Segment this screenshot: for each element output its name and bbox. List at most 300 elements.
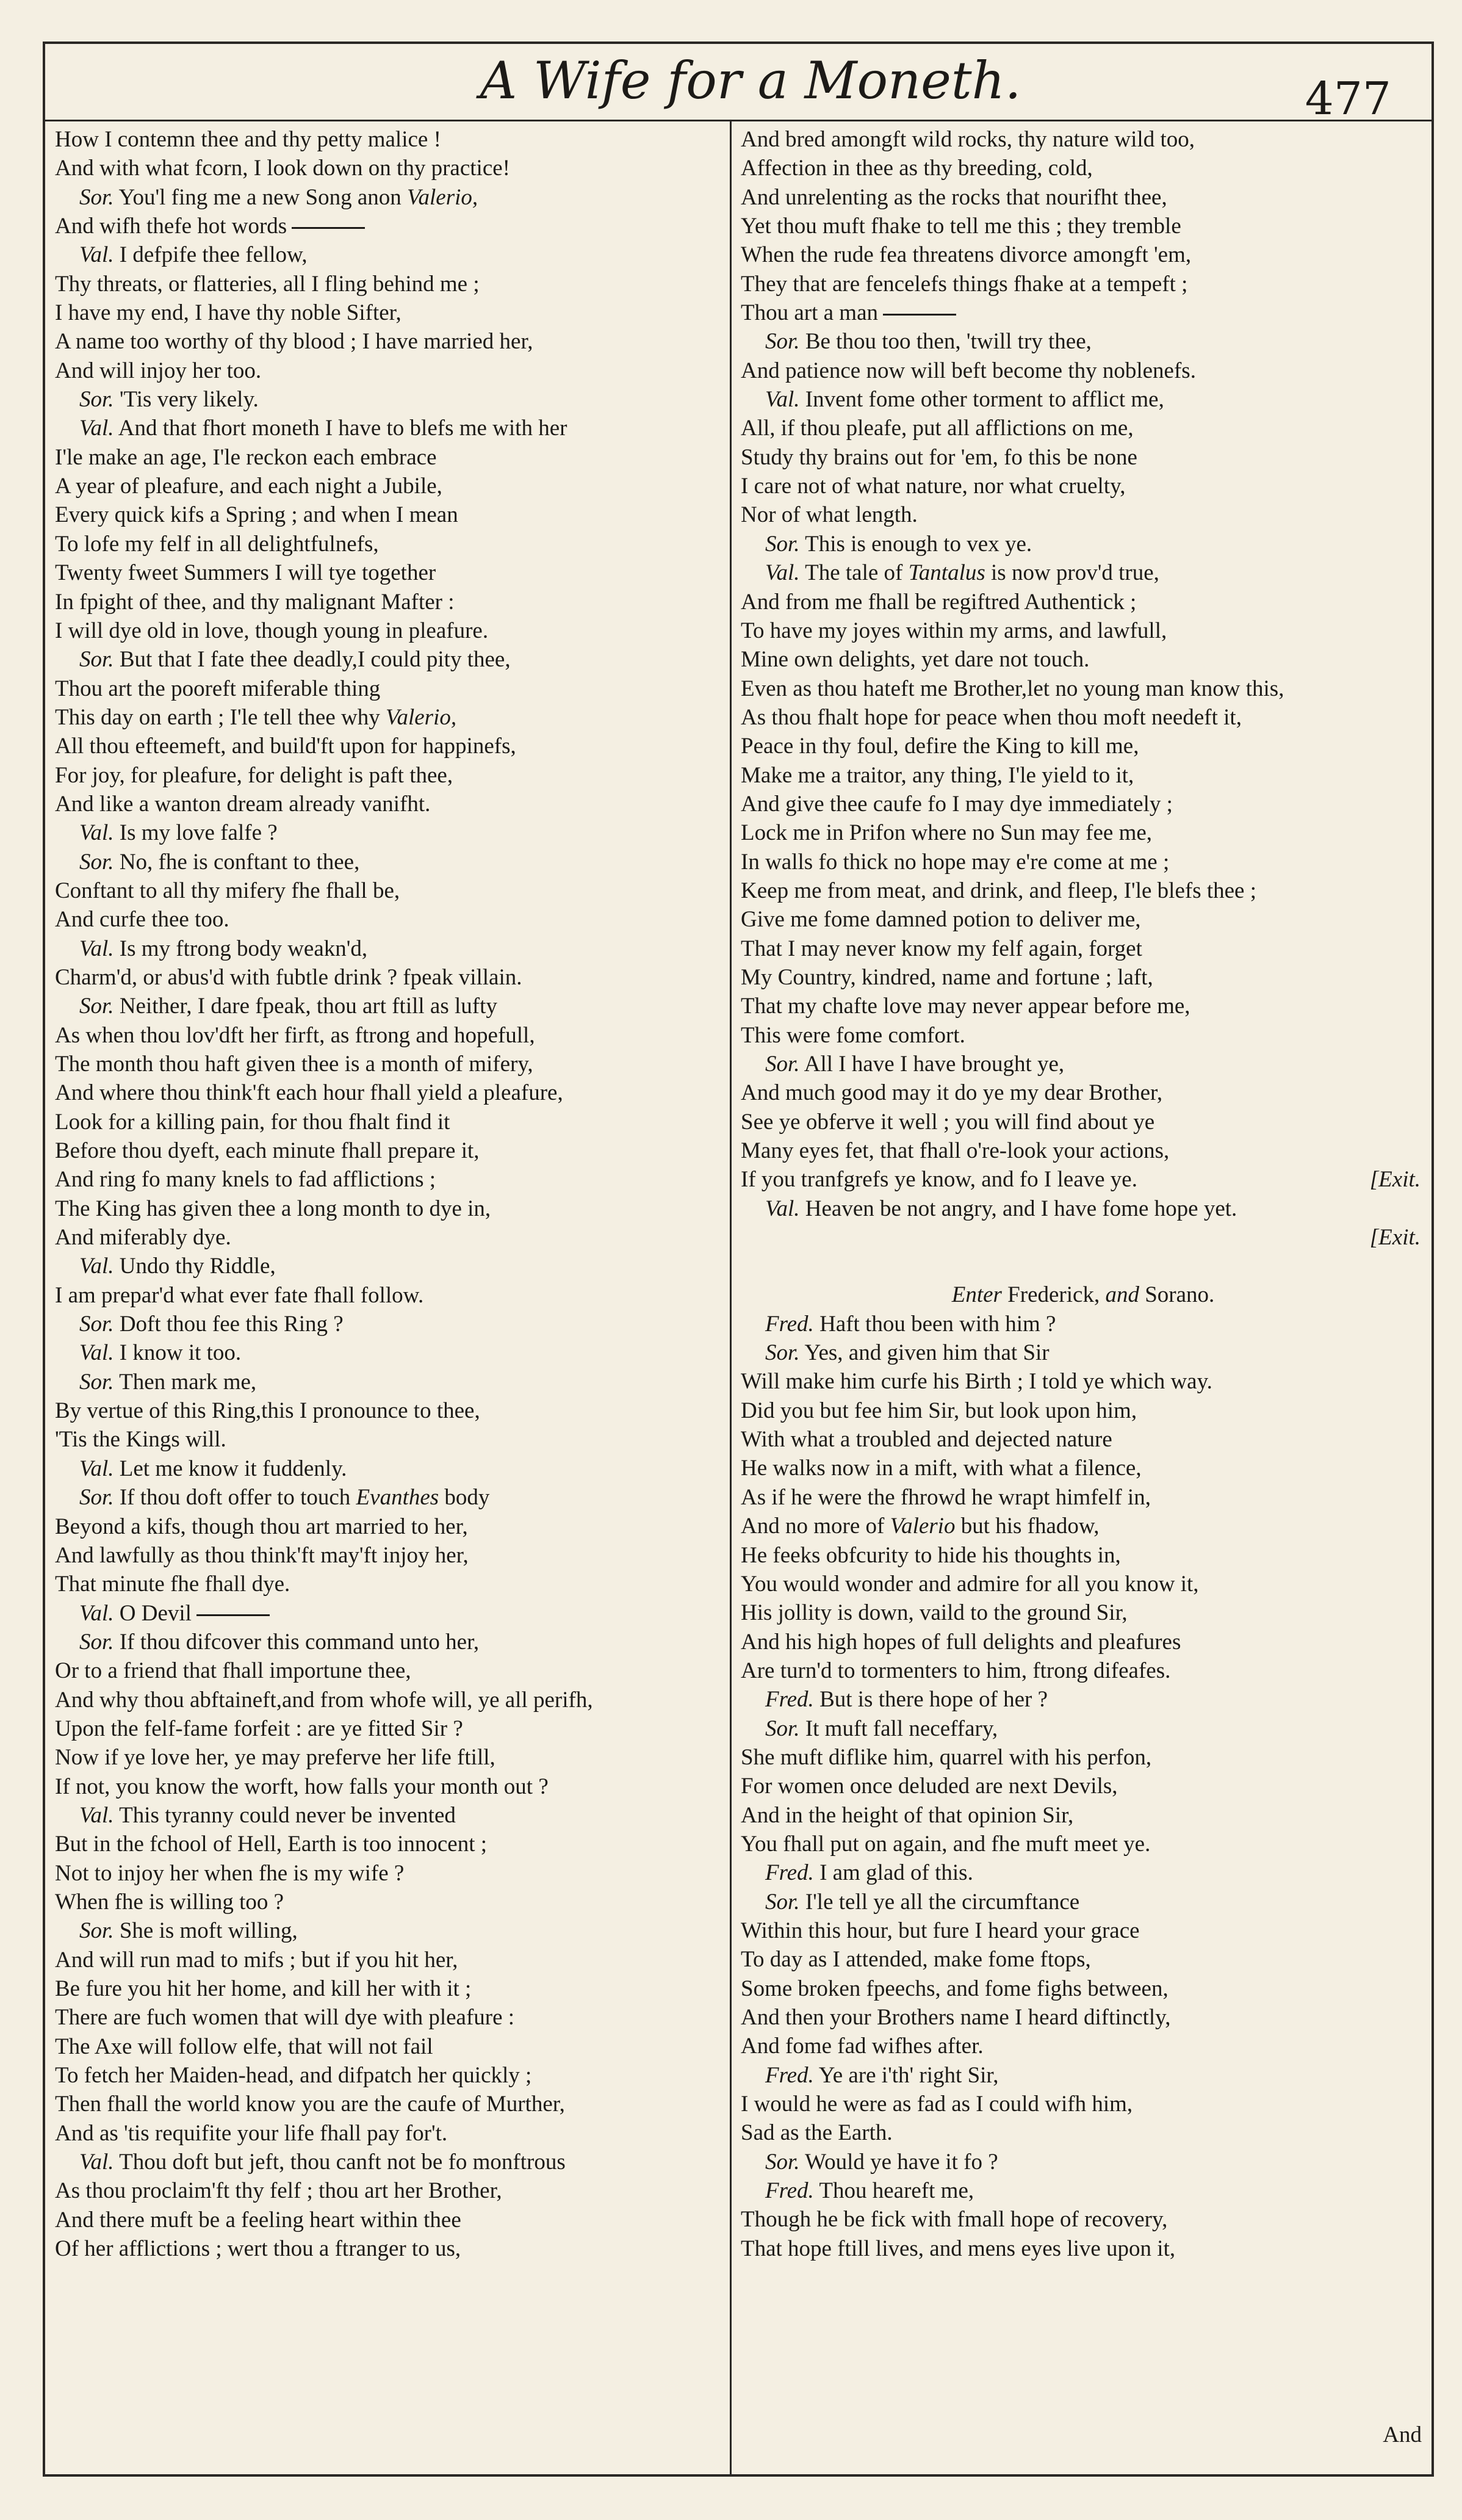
right-column-line (741, 1252, 1425, 1280)
speaker-prefix: Val. (765, 387, 800, 413)
verse-text: Will make him curfe his Birth ; I told ye which way. (741, 1369, 1212, 1395)
right-column-line (741, 1050, 1425, 1078)
verse-text: And from me fhall be regiftred Authentick ; (741, 589, 1137, 615)
verse-text: Before thou dyeft, each minute fhall prepare it, (55, 1138, 480, 1164)
verse-text: To fetch her Maiden-head, and difpatch her quickly ; (55, 2063, 532, 2089)
verse-text: Heaven be not angry, and I have fome hope yet. (799, 1196, 1237, 1221)
right-column-line (741, 2234, 1425, 2263)
right-column-line (741, 2118, 1425, 2147)
verse-text: As if he were the fhrowd he wrapt himfelf in, (741, 1484, 1151, 1510)
verse-text: Invent fome other torment to afflict me, (799, 387, 1164, 413)
speaker-prefix: Sor. (79, 994, 114, 1019)
verse-text: But in the fchool of Hell, Earth is too innocent ; (55, 1832, 488, 1857)
right-column-line (741, 1974, 1425, 2003)
right-column-line (741, 212, 1425, 240)
left-column-line (55, 876, 723, 905)
verse-text: That hope ftill lives, and mens eyes live upon it, (741, 2236, 1176, 2261)
right-column-line (741, 1598, 1425, 1627)
left-column-line (55, 385, 723, 414)
left-column-line (55, 1223, 723, 1252)
right-column-line (741, 472, 1425, 500)
verse-text: Are turn'd to tormenters to him, ftrong difeafes. (741, 1658, 1171, 1683)
verse-text: And will injoy her too. (55, 358, 262, 383)
verse-text: Beyond a kifs, though thou art married to her, (55, 1514, 468, 1539)
verse-text: If thou difcover this command unto her, (113, 1629, 480, 1655)
left-column-line (55, 125, 723, 154)
verse-text: And why thou abftaineft,and from whofe will, ye all perifh, (55, 1687, 593, 1713)
left-column-line (55, 732, 723, 760)
left-column-line (55, 1454, 723, 1483)
verse-text: Of her afflictions ; wert thou a ftranger to us, (55, 2236, 461, 2262)
broken-speech-dash (883, 314, 956, 316)
left-column-line (55, 472, 723, 500)
right-column-line (741, 1858, 1425, 1887)
right-column-line (741, 1570, 1425, 1598)
verse-text: He walks now in a mift, with what a filence, (741, 1456, 1142, 1481)
right-column-line (741, 588, 1425, 616)
verse-text: As thou proclaim'ft thy felf ; thou art her Brother, (55, 2178, 502, 2204)
stage-direction-exit: [Exit. (1369, 1225, 1421, 1251)
left-column-line (55, 818, 723, 847)
left-column-line (55, 2206, 723, 2234)
verse-text: This is enough to vex ye. (799, 531, 1032, 557)
right-column-line (741, 327, 1425, 356)
stage-direction-enter (741, 1280, 1425, 1309)
page-frame-right-rule (1431, 42, 1434, 2477)
speaker-prefix: Sor. (765, 1889, 800, 1915)
verse-text: And ring fo many knels to fad afflictions ; (55, 1167, 436, 1193)
verse-text: And miferably dye. (55, 1225, 231, 1251)
speaker-prefix: Sor. (79, 387, 114, 413)
verse-text: And no more of (741, 1514, 890, 1539)
verse-text: Some broken fpeechs, and fome fighs between, (741, 1976, 1169, 2001)
left-column-line (55, 2119, 723, 2148)
verse-text: To lofe my felf in all delightfulnefs, (55, 531, 379, 557)
verse-text: I defpife thee fellow, (113, 242, 308, 268)
verse-text: And patience now will beft become thy noblenefs. (741, 358, 1196, 383)
right-column-line (741, 1194, 1425, 1223)
left-column-line (55, 356, 723, 385)
verse-text: This were fome comfort. (741, 1022, 965, 1048)
character-name: Frederick, (1007, 1282, 1100, 1308)
right-column-line (741, 125, 1425, 154)
verse-text: Thy threats, or flatteries, all I fling behind me ; (55, 271, 480, 297)
right-column-line (741, 414, 1425, 442)
verse-text: A year of pleafure, and each night a Jubile, (55, 474, 442, 499)
verse-text: And in the height of that opinion Sir, (741, 1802, 1074, 1828)
verse-text: The Axe will follow elfe, that will not fail (55, 2034, 433, 2059)
speaker-prefix: Val. (79, 416, 114, 441)
verse-text: And with what fcorn, I look down on thy practice! (55, 156, 510, 181)
verse-text: 'Tis the Kings will. (55, 1427, 226, 1453)
verse-text: A name too worthy of thy blood ; I have married her, (55, 329, 533, 355)
left-column-line (55, 558, 723, 587)
left-column-line (55, 327, 723, 356)
verse-text: Let me know it fuddenly. (113, 1456, 347, 1481)
verse-text: You'l fing me a new Song anon (113, 184, 408, 210)
left-column-line (55, 154, 723, 182)
verse-text: That my chafte love may never appear before me, (741, 994, 1190, 1019)
verse-text: The King has given thee a long month to dye in, (55, 1196, 491, 1221)
left-column-line (55, 1078, 723, 1107)
left-column-line (55, 2234, 723, 2263)
right-column-line (741, 240, 1425, 269)
speaker-prefix: Sor. (79, 1369, 114, 1395)
right-column-line (741, 1772, 1425, 1800)
left-column-line (55, 500, 723, 529)
right-column-line (741, 1801, 1425, 1830)
left-column-line (55, 270, 723, 298)
page-frame-left-rule (43, 42, 45, 2477)
verse-text: I will dye old in love, though young in pleafure. (55, 618, 489, 643)
verse-text: is now prov'd true, (985, 560, 1159, 586)
verse-text: Give me fome damned potion to deliver me, (741, 907, 1141, 933)
left-column-line (55, 443, 723, 472)
verse-text: Though he be fick with fmall hope of recovery, (741, 2207, 1168, 2233)
left-column-line (55, 905, 723, 934)
speaker-prefix: Sor. (79, 1312, 114, 1337)
verse-text: This tyranny could never be invented (113, 1802, 456, 1828)
verse-text: And lawfully as thou think'ft may'ft injoy her, (55, 1542, 469, 1568)
right-column-line (741, 876, 1425, 905)
right-column-line (741, 270, 1425, 298)
left-column-line (55, 1368, 723, 1396)
verse-text: If thou doft offer to touch (113, 1485, 356, 1511)
verse-text: And much good may it do ye my dear Brother, (741, 1080, 1163, 1106)
left-column-line (55, 1483, 723, 1512)
verse-text: Charm'd, or abus'd with fubtle drink ? fpeak villain. (55, 964, 522, 990)
verse-text: And bred amongft wild rocks, thy nature wild too, (741, 127, 1195, 152)
verse-text: She is moft willing, (113, 1918, 298, 1944)
verse-text: I'le tell ye all the circumftance (799, 1889, 1080, 1915)
verse-text: Upon the felf-fame forfeit : are ye fitted Sir ? (55, 1716, 463, 1741)
verse-text: The month thou haft given thee is a month of mifery, (55, 1052, 533, 1077)
verse-text: They that are fencelefs things fhake at a tempeft ; (741, 271, 1188, 297)
verse-text: And fome fad wifhes after. (741, 2034, 984, 2059)
verse-text: Conftant to all thy mifery fhe fhall be, (55, 878, 400, 903)
right-column-line (741, 500, 1425, 529)
stage-direction-word: Enter (951, 1282, 1008, 1308)
right-column-line (741, 2176, 1425, 2205)
verse-text: Would ye have it fo ? (799, 2149, 998, 2175)
speaker-prefix: Fred. (765, 1687, 814, 1713)
right-column-line (741, 732, 1425, 760)
verse-text: Twenty fweet Summers I will tye together (55, 560, 436, 586)
verse-text: Thou art a man (741, 300, 878, 326)
verse-text: But is there hope of her ? (813, 1687, 1048, 1713)
right-column-line (741, 848, 1425, 876)
right-column-line (741, 1338, 1425, 1367)
verse-text: Look for a killing pain, for thou fhalt find it (55, 1109, 450, 1135)
left-column (55, 125, 723, 2263)
verse-text: He feeks obfcurity to hide his thoughts in, (741, 1542, 1121, 1568)
verse-text: By vertue of this Ring,this I pronounce to thee, (55, 1398, 480, 1424)
verse-text: Then fhall the world know you are the caufe of Murther, (55, 2092, 565, 2117)
left-column-line (55, 212, 723, 240)
broken-speech-dash (292, 227, 365, 229)
verse-text: And there muft be a feeling heart within thee (55, 2207, 461, 2233)
right-column-line (741, 356, 1425, 385)
left-column-line (55, 1165, 723, 1194)
verse-text: I'le make an age, I'le reckon each embrace (55, 444, 437, 470)
speaker-prefix: Val. (79, 2150, 114, 2175)
speaker-prefix: Val. (765, 560, 800, 586)
verse-text: Nor of what length. (741, 502, 918, 528)
verse-text: Within this hour, but fure I heard your grace (741, 1918, 1140, 1943)
left-column-line (55, 1974, 723, 2003)
left-column-line (55, 1338, 723, 1367)
verse-text: Now if ye love her, ye may preferve her life ftill, (55, 1745, 495, 1771)
verse-text: If you tranfgrefs ye know, and fo I leave ye. (741, 1167, 1137, 1193)
left-column-line (55, 2148, 723, 2176)
right-column-line (741, 2205, 1425, 2234)
left-column-line (55, 1859, 723, 1888)
verse-text: The tale of (799, 560, 909, 586)
left-column-line (55, 1628, 723, 1656)
right-column-line (741, 1656, 1425, 1685)
verse-text: Thou doft but jeft, thou canft not be fo monftrous (113, 2150, 566, 2175)
right-column-line (741, 1628, 1425, 1656)
verse-text: I have my end, I have thy noble Sifter, (55, 300, 402, 326)
verse-text: Then mark me, (113, 1369, 257, 1395)
verse-text: And as 'tis requifite your life fhall pay for't. (55, 2120, 448, 2146)
left-column-line (55, 992, 723, 1020)
left-column-line (55, 1570, 723, 1598)
left-column-line (55, 1686, 723, 1714)
right-column-line (741, 2148, 1425, 2176)
verse-text: Ye are i'th' right Sir, (813, 2062, 999, 2088)
verse-text: This day on earth ; I'le tell thee why (55, 704, 386, 730)
right-column-line (741, 963, 1425, 992)
verse-text: And then your Brothers name I heard diftinctly, (741, 2005, 1171, 2030)
left-column-line (55, 588, 723, 616)
verse-text: I care not of what nature, nor what cruelty, (741, 474, 1126, 499)
verse-text: As thou fhalt hope for peace when thou moft needeft it, (741, 704, 1242, 730)
verse-text: I am glad of this. (813, 1860, 973, 1886)
broken-speech-dash (196, 1614, 270, 1616)
verse-text: Is my ftrong body weakn'd, (113, 936, 368, 961)
left-column-line (55, 530, 723, 558)
verse-text: There are fuch women that will dye with pleafure : (55, 2005, 515, 2031)
left-column-line (55, 1743, 723, 1772)
left-column-line (55, 1425, 723, 1454)
verse-text: You fhall put on again, and fhe muft meet ye. (741, 1831, 1151, 1857)
verse-text: Thou art the pooreft miferable thing (55, 676, 381, 701)
header-rule (45, 120, 1431, 121)
right-column-line (741, 761, 1425, 790)
left-column-line (55, 2090, 723, 2118)
right-column-line (741, 1454, 1425, 1482)
left-column-line (55, 1656, 723, 1685)
speaker-prefix: Val. (79, 820, 114, 846)
verse-text: As when thou lov'dft her firft, as ftrong and hopefull, (55, 1022, 535, 1048)
verse-text: All I have I have brought ye, (799, 1052, 1065, 1077)
left-column-line (55, 1599, 723, 1628)
proper-name: Valerio, (407, 184, 478, 210)
right-column-line (741, 1945, 1425, 1974)
verse-text: Neither, I dare fpeak, thou art ftill as lufty (113, 994, 497, 1019)
verse-text: And like a wanton dream already vanifht. (55, 791, 431, 817)
left-column-line (55, 1194, 723, 1223)
right-column-line (741, 1425, 1425, 1454)
left-column-line (55, 645, 723, 674)
right-column-line (741, 1078, 1425, 1107)
verse-text: body (439, 1485, 490, 1511)
speaker-prefix: Sor. (79, 1485, 114, 1511)
right-column-line (741, 2061, 1425, 2090)
verse-text: In walls fo thick no hope may e're come at me ; (741, 849, 1170, 875)
right-column-line (741, 2090, 1425, 2118)
left-column-line (55, 1252, 723, 1280)
proper-name: Valerio, (385, 704, 457, 730)
verse-text: For joy, for pleafure, for delight is paft thee, (55, 762, 453, 788)
verse-text: but his fhadow, (955, 1514, 1100, 1539)
left-column-line (55, 2003, 723, 2032)
left-column-line (55, 848, 723, 876)
proper-name: Tantalus (908, 560, 985, 586)
speaker-prefix: Fred. (765, 1311, 814, 1337)
right-column-line (741, 183, 1425, 212)
right-column-line (741, 645, 1425, 674)
verse-text: Doft thou fee this Ring ? (113, 1312, 344, 1337)
verse-text: How I contemn thee and thy petty malice ! (55, 127, 441, 152)
speaker-prefix: Val. (79, 1600, 114, 1626)
verse-text: It muft fall neceffary, (799, 1716, 998, 1741)
left-column-line (55, 2061, 723, 2090)
column-divider (730, 121, 732, 2474)
left-column-line (55, 1946, 723, 1974)
speaker-prefix: Fred. (765, 2178, 814, 2204)
speaker-prefix: Val. (79, 1802, 114, 1828)
left-column-line (55, 414, 723, 442)
right-column-line (741, 1396, 1425, 1425)
stage-direction-exit: [Exit. (1369, 1167, 1421, 1193)
verse-text: And where thou think'ft each hour fhall yield a pleafure, (55, 1080, 563, 1106)
left-column-line (55, 1281, 723, 1310)
verse-text: Yet thou muft fhake to tell me this ; they tremble (741, 214, 1181, 239)
verse-text: Thou heareft me, (813, 2178, 974, 2204)
left-column-line (55, 1830, 723, 1858)
right-column-line (741, 2032, 1425, 2060)
left-column-line (55, 1136, 723, 1165)
verse-text: With what a troubled and dejected nature (741, 1427, 1112, 1453)
speaker-prefix: Sor. (765, 531, 800, 557)
verse-text: You would wonder and admire for all you know it, (741, 1571, 1199, 1597)
verse-text: But that I fate thee deadly,I could pity thee, (113, 647, 511, 673)
speaker-prefix: Val. (765, 1196, 800, 1221)
verse-text: Be thou too then, 'twill try thee, (799, 329, 1092, 355)
right-column-line (741, 443, 1425, 472)
verse-text: No, fhe is conftant to thee, (113, 849, 360, 875)
right-column-line (741, 818, 1425, 847)
right-column-line (741, 905, 1425, 934)
verse-text: And give thee caufe fo I may dye immediately ; (741, 791, 1173, 817)
left-column-line (55, 674, 723, 703)
verse-text: Peace in thy foul, defire the King to kill me, (741, 734, 1139, 759)
running-title: A Wife for a Moneth. (480, 51, 1021, 110)
speaker-prefix: Sor. (79, 184, 114, 210)
right-column-line (741, 992, 1425, 1020)
verse-text: Every quick kifs a Spring ; and when I mean (55, 502, 458, 528)
verse-text: Be fure you hit her home, and kill her with it ; (55, 1976, 472, 2001)
left-column-line (55, 761, 723, 790)
right-column-line (741, 1310, 1425, 1338)
verse-text: Or to a friend that fhall importune thee, (55, 1658, 411, 1684)
right-column-line (741, 674, 1425, 703)
right-column-line (741, 154, 1425, 182)
right-column-line (741, 1541, 1425, 1570)
verse-text: For women once deluded are next Devils, (741, 1774, 1118, 1799)
stage-direction-word: and (1100, 1282, 1145, 1308)
right-column-line (741, 1021, 1425, 1050)
left-column-line (55, 1888, 723, 1916)
verse-text: When fhe is willing too ? (55, 1889, 284, 1915)
proper-name: Valerio (890, 1514, 956, 1539)
speaker-prefix: Fred. (765, 2062, 814, 2088)
right-column-line (741, 385, 1425, 414)
left-column-line (55, 183, 723, 212)
verse-text: I am prepar'd what ever fate fhall follow. (55, 1282, 424, 1308)
verse-text: To have my joyes within my arms, and lawfull, (741, 618, 1167, 643)
right-column-line (741, 1830, 1425, 1858)
speaker-prefix: Sor. (79, 849, 114, 875)
speaker-prefix: Sor. (765, 1052, 800, 1077)
right-column-line (741, 1685, 1425, 1714)
right-column-line (741, 1512, 1425, 1540)
left-column-line (55, 703, 723, 732)
right-column-line (741, 790, 1425, 818)
verse-text: Study thy brains out for 'em, fo this be none (741, 444, 1137, 470)
speaker-prefix: Val. (79, 1254, 114, 1279)
page-frame-bottom-rule (43, 2474, 1434, 2477)
speaker-prefix: Sor. (79, 647, 114, 673)
verse-text: Lock me in Prifon where no Sun may fee me, (741, 820, 1153, 846)
verse-text: 'Tis very likely. (113, 387, 259, 413)
verse-text: Affection in thee as thy breeding, cold, (741, 156, 1093, 181)
right-column-line (741, 298, 1425, 327)
verse-text: And wifh thefe hot words (55, 214, 287, 239)
verse-text: Not to injoy her when fhe is my wife ? (55, 1860, 405, 1886)
verse-text: Undo thy Riddle, (113, 1254, 276, 1279)
right-column-line (741, 616, 1425, 645)
left-column-line (55, 2032, 723, 2061)
right-column-line (741, 1714, 1425, 1743)
left-column-line (55, 1050, 723, 1078)
speaker-prefix: Fred. (765, 1860, 814, 1886)
left-column-line (55, 1801, 723, 1830)
left-column-line (55, 1714, 723, 1743)
left-column-line (55, 240, 723, 269)
left-column-line (55, 1541, 723, 1570)
right-column-line (741, 1223, 1425, 1252)
verse-text: All thou efteemeft, and build'ft upon for happinefs, (55, 734, 516, 759)
verse-text: Haft thou been with him ? (813, 1311, 1056, 1337)
left-column-line (55, 963, 723, 992)
left-column-line (55, 2176, 723, 2205)
verse-text: O Devil (113, 1600, 192, 1626)
verse-text: My Country, kindred, name and fortune ; laft, (741, 964, 1153, 990)
verse-text: Keep me from meat, and drink, and fleep, I'le blefs thee ; (741, 878, 1257, 903)
speaker-prefix: Sor. (765, 329, 800, 355)
speaker-prefix: Val. (79, 936, 114, 961)
right-column-line (741, 1108, 1425, 1136)
verse-text: And will run mad to mifs ; but if you hit her, (55, 1947, 458, 1973)
verse-text: She muft diflike him, quarrel with his perfon, (741, 1744, 1152, 1770)
speaker-prefix: Sor. (765, 1716, 800, 1741)
left-column-line (55, 1021, 723, 1050)
verse-text: Sad as the Earth. (741, 2120, 893, 2146)
right-column-line (741, 1367, 1425, 1396)
